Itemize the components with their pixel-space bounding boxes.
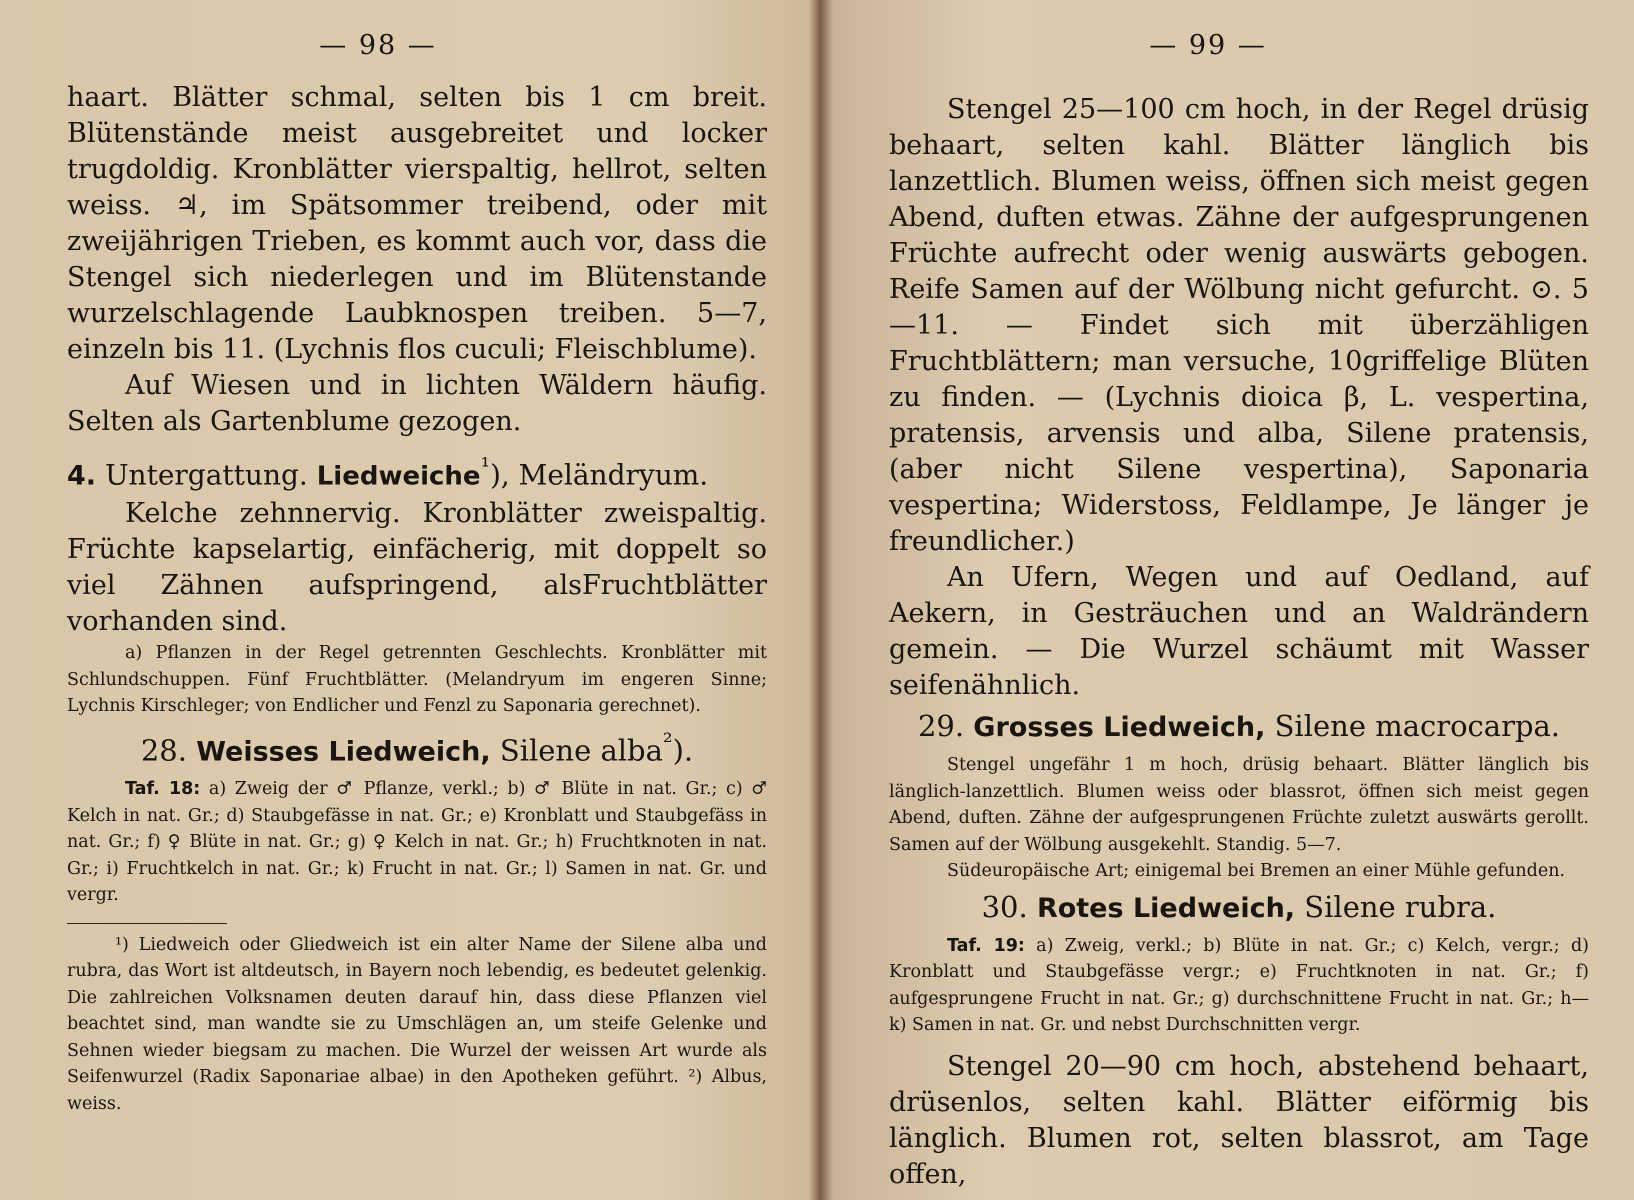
- subgenus-latin: ), Meländryum.: [489, 458, 709, 492]
- paragraph: Kelche zehnnervig. Kronblätter zweispaltig. Früchte kapselartig, einfächerig, mit doppelt so viel Zähnen aufspringend, alsFruchtblätter vorhanden sind.: [67, 498, 767, 638]
- species-number: 28.: [140, 733, 187, 768]
- plate-text: a) Zweig, verkl.; b) Blüte in nat. Gr.; c) Kelch, vergr.; d) Kronblatt und Staubgefässe vergr.; e) Fruchtknoten in nat. Gr.; f) aufgesprungene Frucht in nat. Gr.; g) durchschnittene Frucht in nat. Gr.; h—k) Samen in nat. Gr. und nebst Durchschnitten vergr.: [889, 935, 1589, 1035]
- species-heading: [67, 722, 767, 773]
- plate-caption: [67, 776, 767, 909]
- page-number: — 99 —: [1149, 30, 1267, 61]
- paragraph: Stengel ungefähr 1 m hoch, drüsig behaart. Blätter länglich bis länglich-lanzettlich. Blumen weiss oder blassrot, öffnen sich meist gegen Abend, duften. Zähne der aufgesprungenen Früchte zuletzt auswärts gerollt. Samen auf der Wölbung ausgekehlt. Standig. 5—7.: [889, 755, 1589, 855]
- plate-label: Taf. 19:: [947, 935, 1025, 956]
- species-name: Weisses Liedweich,: [196, 736, 491, 768]
- subgenus-number: 4.: [67, 460, 97, 492]
- left-page: [0, 0, 812, 1200]
- left-page-text: [67, 80, 767, 1117]
- paragraph: haart. Blätter schmal, selten bis 1 cm breit. Blütenstände meist ausgebreitet und locker trugdoldig. Kronblätter vierspaltig, hellrot, selten weiss. ♃, im Spätsommer treibend, oder mit zweijährigen Trieben, es kommt auch vor, dass die Stengel sich niederlegen und im Blütenstande wurzelschlagende Laubknospen treiben. 5—7, einzeln bis 11. (Lychnis flos cuculi; Fleischblume).: [67, 82, 767, 365]
- paragraph: Südeuropäische Art; einigemal bei Bremen an einer Mühle gefunden.: [947, 861, 1566, 881]
- paragraph: Auf Wiesen und in lichten Wäldern häufig. Selten als Gartenblume gezogen.: [67, 370, 767, 437]
- footnote-marker: ¹: [480, 452, 490, 480]
- footnote-marker: ²: [662, 727, 673, 756]
- right-page: [822, 0, 1634, 1200]
- species-heading: [889, 706, 1589, 748]
- species-name: Rotes Liedweich,: [1036, 892, 1296, 924]
- subgenus-heading: [67, 446, 767, 496]
- plate-caption: [889, 933, 1589, 1039]
- paragraph: Stengel 25—100 cm hoch, in der Regel drüsig behaart, selten kahl. Blätter länglich bis lanzettlich. Blumen weiss, öffnen sich meist gegen Abend, duften etwas. Zähne der aufgesprungenen Früchte aufrecht oder wenig auswärts gebogen. Reife Samen auf der Wölbung nicht gefurcht. ⊙. 5—11. — Findet sich mit überzähligen Fruchtblättern; man versuche, 10griffelige Blüten zu finden. — (Lychnis dioica β, L. vespertina, pratensis, arvensis und alba, Silene pratensis, (aber nicht Silene vespertina), Saponaria vespertina; Widerstoss, Feldlampe, Je länger je freundlicher.): [889, 94, 1589, 557]
- species-number: 29.: [917, 709, 965, 743]
- species-number: 30.: [981, 889, 1028, 924]
- species-name: Grosses Liedweich,: [973, 712, 1266, 743]
- page-number: — 98 —: [319, 30, 437, 61]
- species-latin: Silene macrocarpa.: [1274, 709, 1561, 743]
- footnote: ¹) Liedweich oder Gliedweich ist ein alter Name der Silene alba und rubra, das Wort ist altdeutsch, in Bayern noch lebendig, es bedeutet gelenkig. Die zahlreichen Volksnamen deuten darauf hin, dass diese Pflanzen viel beachtet sind, man wandte sie zu Umschlägen an, um steife Gelenke und Sehnen wieder biegsam zu machen. Die Wurzel der weissen Art wurde als Seifenwurzel (Radix Saponariae albae) in den Apotheken geführt. ²) Albus, weiss.: [67, 934, 767, 1114]
- paragraph: a) Pflanzen in der Regel getrennten Geschlechts. Kronblätter mit Schlundschuppen. Fünf Fruchtblätter. (Melandryum im engeren Sinne; Lychnis Kirschleger; von Endlicher und Fenzl zu Saponaria gerechnet).: [67, 643, 767, 717]
- species-latin: Silene rubra.: [1304, 889, 1497, 924]
- footnote-divider: [67, 923, 227, 924]
- subgenus-label: Untergattung.: [104, 458, 308, 492]
- species-heading: [889, 887, 1589, 929]
- species-latin: Silene alba: [499, 733, 663, 768]
- plate-text: a) Zweig der ♂ Pflanze, verkl.; b) ♂ Blüte in nat. Gr.; c) ♂ Kelch in nat. Gr.; d) Staubgefässe in nat. Gr.; e) Kronblatt und Staubgefäss in nat. Gr.; f) ♀ Blüte in nat. Gr.; g) ♀ Kelch in nat. Gr.; h) Fruchtknoten in nat. Gr.; i) Fruchtkelch in nat. Gr.; k) Frucht in nat. Gr.; l) Samen in nat. Gr. und vergr.: [67, 779, 767, 906]
- plate-label: Taf. 18:: [125, 779, 201, 800]
- paragraph: An Ufern, Wegen und auf Oedland, auf Aekern, in Gesträuchen und an Waldrändern gemein. — Die Wurzel schäumt mit Wasser seifenähnlich.: [889, 562, 1589, 701]
- right-page-text: [889, 92, 1589, 1193]
- paragraph: Stengel 20—90 cm hoch, abstehend behaart, drüsenlos, selten kahl. Blätter eiförmig bis länglich. Blumen rot, selten blassrot, am Tage offen,: [889, 1050, 1589, 1190]
- heading-end: ).: [672, 733, 694, 768]
- subgenus-name: Liedweiche: [316, 461, 481, 492]
